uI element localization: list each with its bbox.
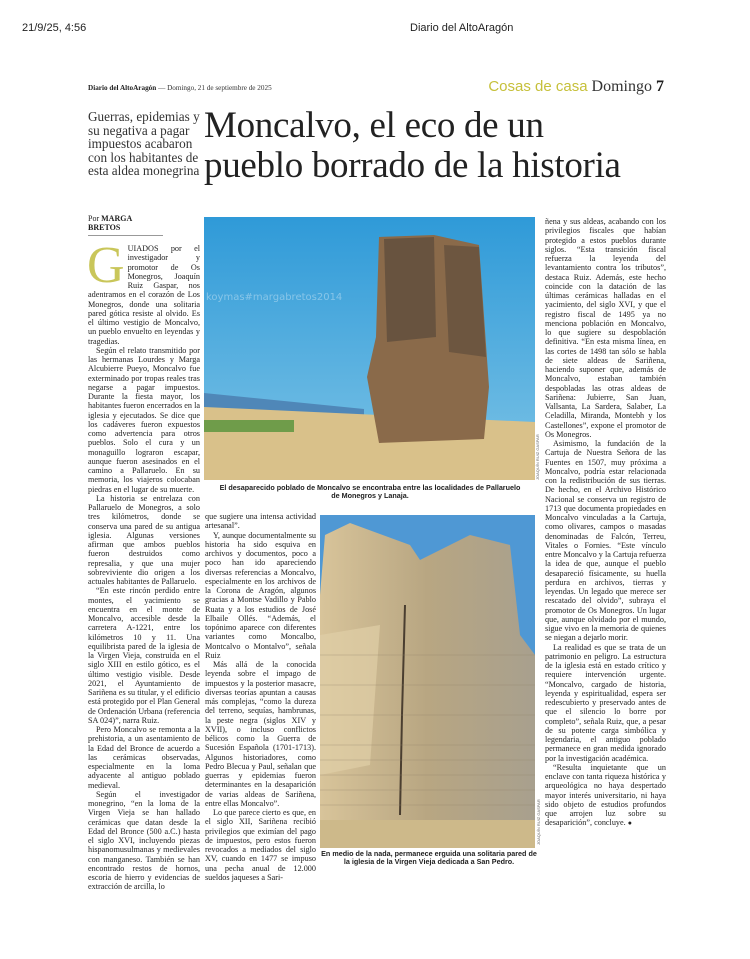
issue-date: — Domingo, 21 de septiembre de 2025: [158, 84, 272, 92]
photo-caption: En medio de la nada, permanece erguida una solitaria pared de la iglesia de la Virgen Vieja dedicada a San Pedro.: [321, 849, 537, 867]
paragraph: La historia se entrelaza con Pallaruelo de Monegros, a solo tres kilómetros, donde se conserva una pared de su antigua iglesia. Algunas versiones afirman que ambos pueblos fueron destruidos como represalia, y que una mujer sobreviviente dio origen a los actuales habitantes de Pallaruelo.: [88, 493, 200, 586]
paragraph: ñena y sus aldeas, acabando con los privilegios fiscales que habían protegido a estos pueblos durante siglos. “Esta transición fiscal refuerza la leyenda del levantamiento contra los tributos”, destaca Ruiz. Además, este hecho coincide con la datación de las últimas cerámicas halladas en el yacimiento, del siglo XVI, y que el registro fiscal de 1495 ya no menciona población en Moncalvo, lo que sugiere su despoblación definitiva. “En esta misma línea, en las cortes de 1498 tan sólo se habla de siete aldeas de Sariñena, haciendo suponer que, además de Moncalvo, estaban también despobladas las otras aldeas de Sariñena: Jubierre, San Juan, Vallsanta, La Sardera, Salaber, La Celadilla, Miranda, Montebh y los Castellones”, expone el promotor de Os Monegros.: [545, 217, 666, 439]
section-day: Domingo: [591, 78, 652, 95]
paragraph: “Resulta inquietante que un enclave con tanta riqueza histórica y arqueológica no haya despertado mayor interés universitario, ni haya sido objeto de estudios profundos que arrojen luz sobre su desaparición”, concluye.: [545, 762, 666, 828]
paragraph: Lo que parece cierto es que, en el siglo XII, Sariñena recibió privilegios que eximían del pago de impuestos, pero estos fueron revocados a mediados del siglo XV, cuando en 1477 se impuso una pecha anual de 12.000 sueldos jaqueses a Sari-: [205, 808, 316, 882]
article-title: [204, 106, 621, 186]
masthead-dateline: [88, 84, 272, 92]
article-column-1: [87, 237, 200, 892]
paragraph: Pero Moncalvo se remonta a la prehistoria, a un asentamiento de la Edad del Bronce de acuerdo a las cerámicas observadas, especialmente en la loma adyacente al antiguo poblado medieval.: [88, 725, 200, 790]
author-name: MARGA BRETOS: [88, 214, 132, 232]
byline-prefix: Por: [88, 214, 100, 223]
photo-credit: JOAQUÍN RUIZ GASPAR: [536, 799, 541, 845]
paragraph: Y, aunque documentalmente su historia ha sido esquiva en archivos y documentos, poco a poco han ido apareciendo diversas referencias a Moncalvo, especialmente en los archivos de la Corona de Aragón, algunos gracias a Montse Vadillo y Pablo Ruata y a los estudios de José Elbaile Ollés. “Además, el topónimo aparece con diferentes variantes como Moncalbo, Montcalvo o Montalvo”, señala Ruiz: [205, 530, 316, 660]
paragraph: Según el relato transmitido por las hermanas Lourdes y Marga Alcubierre Pueyo, Moncalvo fue exterminado por tropas reales tras negarse a pagar impuestos. Durante la fiesta mayor, los habitantes fueron encerrados en la iglesia y ejecutados. Se dice que los cadáveres fueron expuestos como advertencia para otros pueblos. Solo el cura y un monaguillo lograron escapar, aunque fueron asesinados en el camino a Pallaruelo. En su memoria, los viajeros colocaban piedras en el lugar de su muerte.: [88, 345, 200, 494]
photo-caption: El desaparecido poblado de Moncalvo se encontraba entre las localidades de Pallaruelo de Monegros y Lanaja.: [219, 483, 521, 501]
paragraph: Más allá de la conocida leyenda sobre el impago de impuestos y la posterior masacre, diversas teorías apuntan a causas más complejas, “como la dureza del terreno, sequías, hambrunas, la peste negra (siglos XIV y XVII), o incluso conflictos bélicos como la Guerra de Sucesión Española (1701-1713). Algunos historiadores, como Pedro Blecua y Paul, señalan que guerras y epidemias fueron determinantes en la desaparición de varias aldeas de Sariñena, entre ellas Moncalvo”.: [205, 660, 316, 808]
photo-church-wall: [320, 515, 535, 848]
photo-moncalvo-tower: [204, 217, 535, 480]
paragraph: La realidad es que se trata de un patrimonio en peligro. La estructura de la iglesia está en estado crítico y requiere intervención urgente. “Moncalvo, cargado de historia, leyenda y espiritualidad, espera ser redescubierto y preservado antes de que el silencio lo borre por completo”, señala Ruiz, que, a pesar de su potente carga simbólica y legendaria, el antiguo poblado permanece en gran medida ignorado por la investigación académica.: [545, 642, 666, 763]
print-site-title: Diario del AltoAragón: [410, 22, 514, 34]
paragraph: que sugiere una intensa actividad artesanal”.: [205, 512, 316, 531]
end-of-article-mark: ●: [627, 819, 632, 828]
paper-name: Diario del AltoAragón: [88, 84, 157, 92]
paragraph: “En este rincón perdido entre montes, el yacimiento se encuentra en el monte de Moncalvo, accesible desde la carretera A-1221, entre los kilómetros 10 y 11. Una equilibrista pared de la iglesia de la Virgen Vieja, construida en el siglo XIII en estilo gótico, es el último vestigio visible. Desde 2021, el Ayuntamiento de Sariñena es su titular, y el edificio está protegido por el Plan General de Ordenación Urbana (referencia SA 024)”, narra Ruiz.: [88, 586, 200, 725]
drop-cap: G: [87, 237, 125, 294]
article-column-4: [545, 217, 666, 829]
title-line-1: Moncalvo, el eco de un: [204, 105, 544, 146]
section-name: Cosas de casa: [488, 78, 588, 95]
section-header: [488, 78, 664, 96]
title-line-2: pueblo borrado de la historia: [204, 145, 621, 186]
byline: [88, 214, 163, 236]
photo-watermark: koymas#margabretos2014: [206, 292, 343, 303]
page-number: 7: [656, 78, 664, 95]
article-deck: Guerras, epidemias y su negativa a pagar impuestos acabaron con los habitantes de esta aldea monegrina: [88, 109, 200, 179]
paragraph: Según el investigador monegrino, “en la loma de la Virgen Vieja se han hallado cerámicas que datan desde la Edad del Bronce (500 a.C.) hasta el siglo XVI, incluyendo piezas hispanomusulmanas y medievales con manganeso. También se han encontrado restos de hornos, escoria de hierro y evidencias de extracción de arcilla, lo: [88, 789, 200, 892]
print-datetime: 21/9/25, 4:56: [22, 22, 87, 34]
photo-credit: JOAQUÍN RUIZ GASPAR: [535, 434, 540, 480]
paragraph: Asimismo, la fundación de la Cartuja de Nuestra Señora de las Fuentes en 1507, muy próxima a Moncalvo, podría estar relacionada con la redistribución de sus tierras. De hecho, en el Archivo Histórico Nacional se conserva un registro de 1713 que documenta propiedades en Moncalvo vinculadas a la Cartuja, como olivares, campos o masadas denominadas de Falcón, Terreu, Vitales o Fornies. “Este vínculo entre Moncalvo y la Cartuja refuerza la idea de que, aunque el pueblo desapareció físicamente, su huella perdura en archivos, tierras y leyendas. Un legado que merece ser rescatado del olvido”, subraya el promotor de Os Monegros. Un lugar que, aunque olvidado por el mundo, sigue vivo en la memoria de quienes se niegan a dejarlo morir.: [545, 439, 666, 643]
article-column-2: [205, 512, 316, 882]
paragraph: UIADOS por el investigador y promotor de Os Monegros, Joaquín Ruiz Gaspar, nos adentramos en el corazón de Los Monegros, donde una solitaria pared gótica resiste al olvido. Es el último vestigio de Moncalvo, un pueblo envuelto en leyendas y tragedias.: [88, 244, 200, 346]
